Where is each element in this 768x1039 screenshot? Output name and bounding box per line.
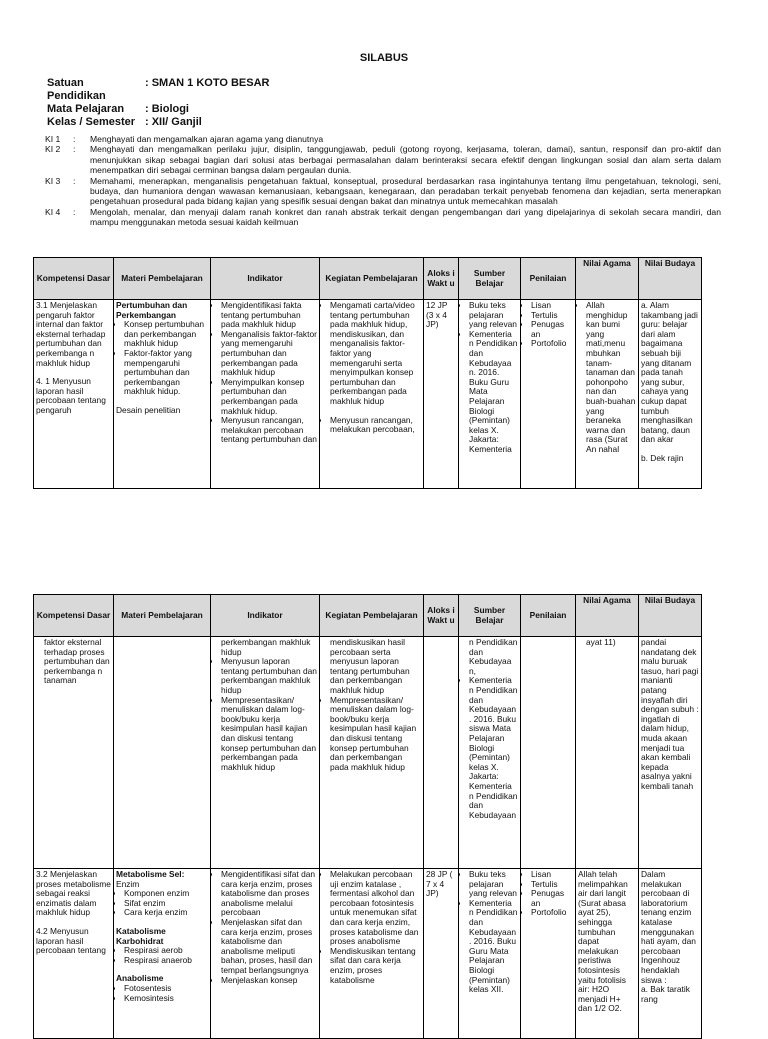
materi-list xyxy=(116,946,208,965)
agama-list xyxy=(578,301,636,455)
budaya-text: a. Alam takambang jadi guru: belajar dari alam bagaimana sebuah biji yang ditanam pada tanah yang subur, cahaya yang cukup dapat tumbuh menghasilkan batang, daun dan akar xyxy=(641,300,698,445)
header-agama: Nilai Agama xyxy=(576,595,639,637)
cell-penilaian xyxy=(521,869,576,1039)
materi-list xyxy=(116,889,208,918)
header-kd: Kompetensi Dasar xyxy=(34,258,114,300)
ki-text: Menghayati dan mengamalkan ajaran agama yang dianutnya xyxy=(90,134,324,144)
cell-agama xyxy=(576,637,639,869)
list-item: • Penugas an xyxy=(531,889,573,908)
syllabus-table-page2 xyxy=(33,594,702,1039)
cell-budaya xyxy=(639,869,702,1039)
list-item: • Tertulis xyxy=(531,311,573,321)
cell-indikator xyxy=(211,637,320,869)
syllabus-table-page1 xyxy=(33,257,702,489)
cell-kd xyxy=(34,869,114,1039)
cell-indikator xyxy=(211,869,320,1039)
list-item: • Menjelaskan konsep xyxy=(221,976,317,986)
list-item: • Komponen enzim xyxy=(124,889,208,899)
list-item: • Portofolio xyxy=(531,908,573,918)
materi-text: Desain penelitian xyxy=(116,404,181,415)
list-item: • Penugas an xyxy=(531,320,573,339)
list-item: • Mengidentifikasi sifat dan cara kerja enzim, proses katabolisme dan proses anabolisme melalui percobaan xyxy=(221,870,317,918)
list-item: • Portofolio xyxy=(531,339,573,349)
identity-row-school xyxy=(47,77,269,103)
ki-colon: : xyxy=(73,175,76,186)
kegiatan-list xyxy=(322,301,421,407)
cell-materi xyxy=(114,637,211,869)
list-item: • Allah menghidup kan bumi yang mati,menu mbuhkan tanam-tanaman dan pohonpoho nan dan buah-buahan yang beraneka warna dan rasa (Surat An nahal xyxy=(586,301,636,455)
list-item: • Lisan xyxy=(531,870,573,880)
list-item: • Mempresentasikan/ menuliskan dalam log-book/buku kerja kesimpulan hasil kajian dan diskusi tentang konsep pertumbuhan dan perkembangan pada makhluk hidup xyxy=(221,696,317,773)
ki-colon: : xyxy=(73,134,76,144)
penilaian-list xyxy=(523,870,573,918)
ki-text: Mengolah, menalar, dan menyaji dalam ranah konkret dan ranah abstrak terkait dengan pengembangan dari yang dipelajarinya di sekolah secara mandiri, dan mampu menggunakan metoda sesuai kaidah keilmuan xyxy=(90,206,721,228)
ki-row xyxy=(45,176,721,207)
list-item: • Buku teks pelajaran yang relevan xyxy=(469,870,518,899)
header-penilaian: Penilaian xyxy=(521,258,576,300)
list-item: • Menganalisis faktor-faktor yang memengaruhi pertumbuhan dan perkembangan pada makhluk hidup xyxy=(221,330,317,378)
ki-text: Menghayati dan mengamalkan perilaku jujur, disiplin, tanggungjawab, peduli (gotong royong, kerjasama, toleran, damai), santun, responsif dan pro-aktif dan menunjukkan sikap sebagai bagian dari solusi atas berbagai permasalahan dalam berinteraksi secara efektif dengan lingkungan sosial dan alam serta dalam menempatkan diri sebagai cerminan bangsa dalam pergaulan dunia. xyxy=(90,144,721,176)
identity-label: Satuan Pendidikan xyxy=(47,77,106,102)
table-row xyxy=(34,869,702,1039)
list-item: • Menyusun rancangan, melakukan percobaan, xyxy=(330,416,421,435)
cell-alokasi xyxy=(424,637,459,869)
kd-text: 3.2 Menjelaskan proses metabolisme sebagai reaksi enzimatis dalam makhluk hidup xyxy=(36,869,111,918)
list-item: • Melakukan percobaan uji enzim katalase , fermentasi alkohol dan percobaan fotosintesis untuk menemukan sifat dan cara kerja enzim, proses katabolisme dan proses anabolisme xyxy=(330,870,421,947)
header-penilaian: Penilaian xyxy=(521,595,576,637)
kd-text: 4.2 Menyusun laporan hasil percobaan tentang xyxy=(36,925,106,956)
cell-indikator xyxy=(211,300,320,489)
cell-kd xyxy=(34,300,114,489)
cell-penilaian xyxy=(521,637,576,869)
budaya-text: pandai nandatang dek malu buruak tasuo, hari pagi manianti patang insyaflah diri dengan subuh : ingatlah di dalam hidup, muda akaan menjadi tua akan kembali kepada asalnya yakni kembali tanah xyxy=(641,637,699,791)
cell-materi xyxy=(114,300,211,489)
kd-text: 3.1 Menjelaskan pengaruh faktor internal dan faktor eksternal terhadap pertumbuhan dan perkembanga n makhluk hidup xyxy=(36,300,106,368)
materi-heading: Katabolisme Karbohidrat xyxy=(116,925,166,946)
list-item: • Menyimpulkan konsep pertumbuhan dan perkembangan pada makhluk hidup. xyxy=(221,378,317,416)
cell-materi xyxy=(114,869,211,1039)
cell-alokasi: 28 JP ( 7 x 4 JP) xyxy=(424,869,459,1039)
identity-value: : Biologi xyxy=(145,103,189,115)
identity-label: Mata Pelajaran xyxy=(47,103,125,115)
list-item: • Konsep pertumbuhan dan perkembangan makhluk hidup xyxy=(124,320,208,349)
header-indikator: Indikator xyxy=(211,595,320,637)
ki-row xyxy=(45,207,721,228)
ki-code: KI 4 xyxy=(45,206,61,217)
list-item: • Cara kerja enzim xyxy=(124,908,208,918)
indikator-text: perkembangan makhluk hidup xyxy=(221,637,311,657)
list-item: • Kementeria n Pendidikan dan Kebudayaan . 2016. Buku siswa Mata Pelajaran Biologi (Pemintan) kelas X. Jakarta: Kementeria n Pendidikan dan Kebudayaan xyxy=(469,676,518,820)
ki-row xyxy=(45,134,721,144)
materi-heading: Pertumbuhan dan Perkembangan xyxy=(116,300,188,320)
identity-row-class xyxy=(47,116,269,129)
header-sumber: Sumber Belajar xyxy=(459,595,521,637)
indikator-list xyxy=(213,657,317,772)
cell-kegiatan xyxy=(320,637,424,869)
materi-list xyxy=(116,984,208,1003)
header-kd: Kompetensi Dasar xyxy=(34,595,114,637)
identity-value: : XII/ Ganjil xyxy=(145,116,202,128)
cell-sumber xyxy=(459,637,521,869)
ki-code: KI 1 xyxy=(45,134,61,144)
cell-budaya xyxy=(639,637,702,869)
indikator-list xyxy=(213,870,317,985)
kd-text: faktor eksternal terhadap proses pertumbuhan dan perkembanga n tanaman xyxy=(44,637,110,686)
identity-value: : SMAN 1 KOTO BESAR xyxy=(145,77,270,89)
header-sumber: Sumber Belajar xyxy=(459,258,521,300)
kegiatan-list xyxy=(322,696,421,773)
core-competencies xyxy=(45,134,721,228)
kegiatan-text: mendiskusikan hasil percobaan serta menyusun laporan tentang pertumbuhan dan perkembangan makhluk hidup xyxy=(330,637,410,695)
list-item: • Faktor-faktor yang mempengaruhi pertumbuhan dan perkembangan makhluk hidup. xyxy=(124,349,208,397)
list-item: • Buku teks pelajaran yang relevan xyxy=(469,301,518,330)
materi-subheading: Enzim xyxy=(116,878,140,889)
penilaian-list xyxy=(523,301,573,349)
ki-code: KI 3 xyxy=(45,175,61,186)
header-agama: Nilai Agama xyxy=(576,258,639,300)
materi-heading: Metabolisme Sel: xyxy=(116,869,185,879)
header-materi: Materi Pembelajaran xyxy=(114,258,211,300)
ki-row xyxy=(45,144,721,175)
header-kegiatan: Kegiatan Pembelajaran xyxy=(320,258,424,300)
cell-sumber xyxy=(459,300,521,489)
list-item: • Fotosentesis xyxy=(124,984,208,994)
list-item: • Menjelaskan sifat dan cara kerja enzim, proses katabolisme dan anabolisme meliputi bahan, proses, hasil dan tempat berlangsungnya xyxy=(221,918,317,976)
cell-agama xyxy=(576,869,639,1039)
ki-colon: : xyxy=(73,206,76,217)
header-materi: Materi Pembelajaran xyxy=(114,595,211,637)
list-item: • Lisan xyxy=(531,301,573,311)
kegiatan-list xyxy=(322,870,421,985)
cell-penilaian xyxy=(521,300,576,489)
table-row xyxy=(34,300,702,489)
cell-sumber xyxy=(459,869,521,1039)
list-item: • Sifat enzim xyxy=(124,899,208,909)
ki-code: KI 2 xyxy=(45,144,61,155)
ki-colon: : xyxy=(73,144,76,155)
materi-heading: Anabolisme xyxy=(116,973,164,984)
list-item: • Menyusun rancangan, melakukan percobaan tentang pertumbuhan dan xyxy=(221,416,317,445)
header-kegiatan: Kegiatan Pembelajaran xyxy=(320,595,424,637)
list-item: • Kemosintesis xyxy=(124,994,208,1004)
header-indikator: Indikator xyxy=(211,258,320,300)
budaya-text: a. Bak taratik rang xyxy=(641,984,690,1004)
materi-list xyxy=(116,320,208,397)
agama-text: ayat 11) xyxy=(586,637,616,647)
sumber-text: n Pendidikan dan Kebudayaa n, xyxy=(469,637,518,676)
document-title: SILABUS xyxy=(359,52,409,64)
identity-row-subject xyxy=(47,103,269,116)
list-item: • Mengamati carta/video tentang pertumbuhan pada makhluk hidup, mendiskusikan, dan menganalisis faktor-faktor yang memengaruhi serta menyimpulkan konsep pertumbuhan dan perkembangan pada makhluk hidup xyxy=(330,301,421,407)
header-alokasi: Aloks i Wakt u xyxy=(424,258,459,300)
indikator-list xyxy=(213,301,317,445)
header-budaya: Nilai Budaya xyxy=(639,258,702,300)
list-item: • Kementeria n Pendidikan dan Kebudayaa n. 2016. Buku Guru Mata Pelajaran Biologi (Pemintan) kelas X. Jakarta: Kementeria xyxy=(469,330,518,455)
cell-alokasi: 12 JP (3 x 4 JP) xyxy=(424,300,459,489)
sumber-list xyxy=(461,676,518,820)
cell-kegiatan xyxy=(320,300,424,489)
budaya-text: Dalam melakukan percobaan di laboratorium tenang enzim katalase menggunakan hati ayam, dan percobaan Ingenhouz hendaklah siswa : xyxy=(641,869,696,985)
sumber-list xyxy=(461,301,518,455)
list-item: • Kementeria n Pendidikan dan Kebudayaan . 2016. Buku Guru Mata Pelajaran Biologi (Pemintan) kelas XII. xyxy=(469,899,518,995)
list-item: • Respirasi aerob xyxy=(124,946,208,956)
identity-label: Kelas / Semester xyxy=(47,116,136,128)
kegiatan-list xyxy=(322,416,421,435)
kd-text: 4. 1 Menyusun laporan hasil percobaan tentang pengaruh xyxy=(36,376,106,415)
list-item: • Mempresentasikan/ menuliskan dalam log-book/buku kerja kesimpulan hasil kajian dan diskusi tentang konsep pertumbuhan dan perkembangan pada makhluk hidup xyxy=(330,696,421,773)
list-item: • Tertulis xyxy=(531,880,573,890)
header-alokasi: Aloks i Wakt u xyxy=(424,595,459,637)
cell-kegiatan xyxy=(320,869,424,1039)
budaya-text: b. Dek rajin xyxy=(641,452,684,463)
cell-budaya xyxy=(639,300,702,489)
table-row xyxy=(34,637,702,869)
header-budaya: Nilai Budaya xyxy=(639,595,702,637)
cell-kd xyxy=(34,637,114,869)
identity-block xyxy=(47,77,269,129)
cell-agama xyxy=(576,300,639,489)
list-item: • Respirasi anaerob xyxy=(124,956,208,966)
table-header-row xyxy=(34,595,702,637)
sumber-list xyxy=(461,870,518,995)
list-item: • Menyusun laporan tentang pertumbuhan dan perkembangan makhluk hidup xyxy=(221,657,317,695)
list-item: • Mengidentifikasi fakta tentang pertumbuhan pada makhluk hidup xyxy=(221,301,317,330)
ki-text: Memahami, menerapkan, menganalisis pengetahuan faktual, konseptual, prosedural berdasarkan rasa ingintahunya tentang ilmu pengetahuan, teknologi, seni, budaya, dan humaniora dengan wawasan kemanusiaan, kebangsaan, kenegaraan, dan peradaban terkait penyebab fenomena dan kejadian, serta menerapkan pengetahuan prosedural pada bidang kajian yang spesifik sesuai dengan bakat dan minatnya untuk memecahkan masalah xyxy=(90,175,721,207)
agama-text: Allah telah melimpahkan air dari langit (Surat abasa ayat 25), sehingga tumbuhan dapat melakukan peristiwa fotosintesis yaitu fotolisis air: H2O menjadi H+ dan 1/2 O2. xyxy=(578,869,628,1014)
list-item: • Mendiskusikan tentang sifat dan cara kerja enzim, proses katabolisme xyxy=(330,947,421,985)
table-header-row xyxy=(34,258,702,300)
